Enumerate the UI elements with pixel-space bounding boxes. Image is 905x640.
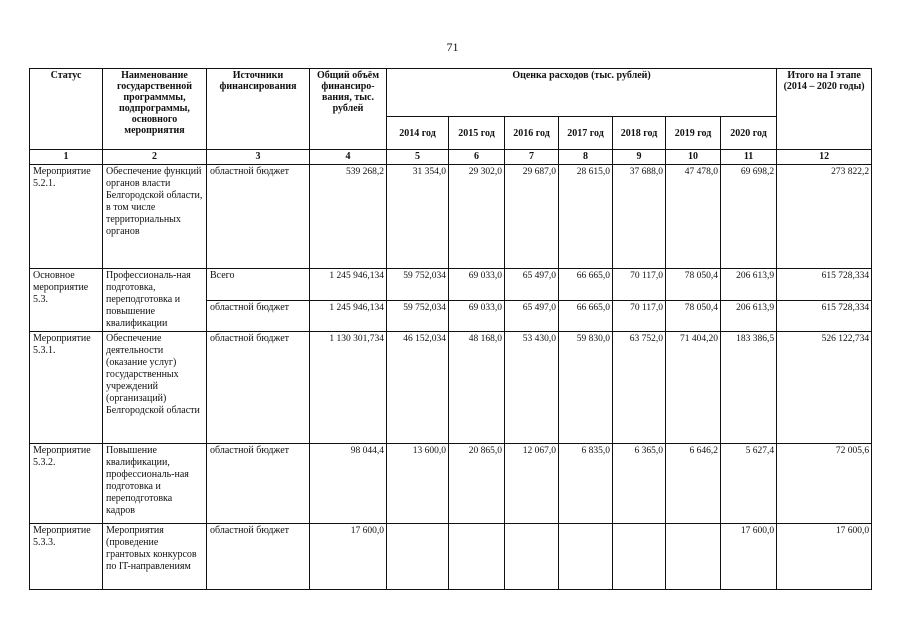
column-number: 3: [207, 150, 310, 165]
header-year: 2015 год: [449, 117, 505, 150]
header-sources: Источники финансирования: [207, 69, 310, 150]
table-row: [30, 269, 872, 301]
row-value: 29 687,0: [505, 165, 559, 269]
column-number: 6: [449, 150, 505, 165]
header-status: Статус: [30, 69, 103, 150]
row-value: 615 728,334: [777, 269, 872, 301]
column-number: 5: [387, 150, 449, 165]
row-value: [505, 524, 559, 590]
row-value: 20 865,0: [449, 444, 505, 524]
row-value: 72 005,6: [777, 444, 872, 524]
row-value: 48 168,0: [449, 332, 505, 444]
header-stage-total: Итого на I этапе (2014 – 2020 годы): [777, 69, 872, 150]
row-value: 37 688,0: [613, 165, 666, 269]
row-value: 17 600,0: [777, 524, 872, 590]
header-name: Наименование государственной программмы, подпрограммы, основного мероприятия: [103, 69, 207, 150]
row-name: Повышение квалификации, профессиональ-ная подготовка и переподготовка кадров: [103, 444, 207, 524]
row-value: 78 050,4: [666, 269, 721, 301]
row-source: Всего: [207, 269, 310, 301]
row-value: 59 752,034: [387, 269, 449, 301]
row-source: областной бюджет: [207, 300, 310, 332]
column-number: 4: [310, 150, 387, 165]
row-value: 206 613,9: [721, 269, 777, 301]
table-row: [30, 332, 872, 444]
row-value: 526 122,734: [777, 332, 872, 444]
column-number: 8: [559, 150, 613, 165]
row-value: 65 497,0: [505, 269, 559, 301]
row-value: 70 117,0: [613, 269, 666, 301]
row-value: 1 245 946,134: [310, 300, 387, 332]
row-value: 66 665,0: [559, 269, 613, 301]
row-value: 539 268,2: [310, 165, 387, 269]
row-source: областной бюджет: [207, 332, 310, 444]
row-value: 17 600,0: [310, 524, 387, 590]
row-value: 65 497,0: [505, 300, 559, 332]
row-value: 70 117,0: [613, 300, 666, 332]
row-value: 98 044,4: [310, 444, 387, 524]
row-value: 5 627,4: [721, 444, 777, 524]
row-status: Мероприятие 5.3.2.: [30, 444, 103, 524]
row-status: Мероприятие 5.3.3.: [30, 524, 103, 590]
row-status: Мероприятие 5.3.1.: [30, 332, 103, 444]
column-number: 1: [30, 150, 103, 165]
page-number: 71: [446, 40, 459, 54]
column-number: 11: [721, 150, 777, 165]
row-value: [387, 524, 449, 590]
row-value: 53 430,0: [505, 332, 559, 444]
header-year: 2018 год: [613, 117, 666, 150]
row-value: 206 613,9: [721, 300, 777, 332]
column-number: 12: [777, 150, 872, 165]
header-estimate: Оценка расходов (тыс. рублей): [387, 69, 777, 117]
column-number: 10: [666, 150, 721, 165]
table-row: [30, 444, 872, 524]
header-year: 2019 год: [666, 117, 721, 150]
row-value: 12 067,0: [505, 444, 559, 524]
row-value: 6 646,2: [666, 444, 721, 524]
row-status: Мероприятие 5.2.1.: [30, 165, 103, 269]
row-value: 273 822,2: [777, 165, 872, 269]
row-status: Основное мероприятие 5.3.: [30, 269, 103, 332]
header-year: 2016 год: [505, 117, 559, 150]
row-source: областной бюджет: [207, 444, 310, 524]
header-year: 2017 год: [559, 117, 613, 150]
column-number: 9: [613, 150, 666, 165]
table-row: [30, 165, 872, 269]
row-name: Обеспечение функций органов власти Белгородской области, в том числе территориальных органов: [103, 165, 207, 269]
table-row: [30, 524, 872, 590]
row-value: 1 245 946,134: [310, 269, 387, 301]
row-name: Обеспечение деятельности (оказание услуг) государственных учреждений (организаций) Белгородской области: [103, 332, 207, 444]
row-value: [559, 524, 613, 590]
row-source: областной бюджет: [207, 524, 310, 590]
column-number: 2: [103, 150, 207, 165]
row-value: [666, 524, 721, 590]
row-source: областной бюджет: [207, 165, 310, 269]
row-value: 63 752,0: [613, 332, 666, 444]
header-year: 2014 год: [387, 117, 449, 150]
budget-table: [29, 68, 872, 590]
row-value: 13 600,0: [387, 444, 449, 524]
header-year: 2020 год: [721, 117, 777, 150]
row-value: [613, 524, 666, 590]
row-value: 69 033,0: [449, 300, 505, 332]
row-value: 615 728,334: [777, 300, 872, 332]
row-name: Профессиональ-ная подготовка, переподготовка и повышение квалификации: [103, 269, 207, 332]
row-value: 6 365,0: [613, 444, 666, 524]
row-value: 31 354,0: [387, 165, 449, 269]
row-value: [449, 524, 505, 590]
row-value: 29 302,0: [449, 165, 505, 269]
table-body: [30, 165, 872, 590]
row-value: 47 478,0: [666, 165, 721, 269]
header-total: Общий объём финансиро-вания, тыс. рублей: [310, 69, 387, 150]
row-value: 28 615,0: [559, 165, 613, 269]
row-name: Мероприятия (проведение грантовых конкурсов по IT-направлениям: [103, 524, 207, 590]
row-value: 1 130 301,734: [310, 332, 387, 444]
row-value: 66 665,0: [559, 300, 613, 332]
row-value: 17 600,0: [721, 524, 777, 590]
row-value: 59 752,034: [387, 300, 449, 332]
row-value: 59 830,0: [559, 332, 613, 444]
row-value: 183 386,5: [721, 332, 777, 444]
row-value: 71 404,20: [666, 332, 721, 444]
row-value: 6 835,0: [559, 444, 613, 524]
header-row: [30, 69, 872, 117]
row-value: 69 698,2: [721, 165, 777, 269]
row-value: 78 050,4: [666, 300, 721, 332]
column-number-row: [30, 150, 872, 165]
row-value: 69 033,0: [449, 269, 505, 301]
row-value: 46 152,034: [387, 332, 449, 444]
column-number: 7: [505, 150, 559, 165]
